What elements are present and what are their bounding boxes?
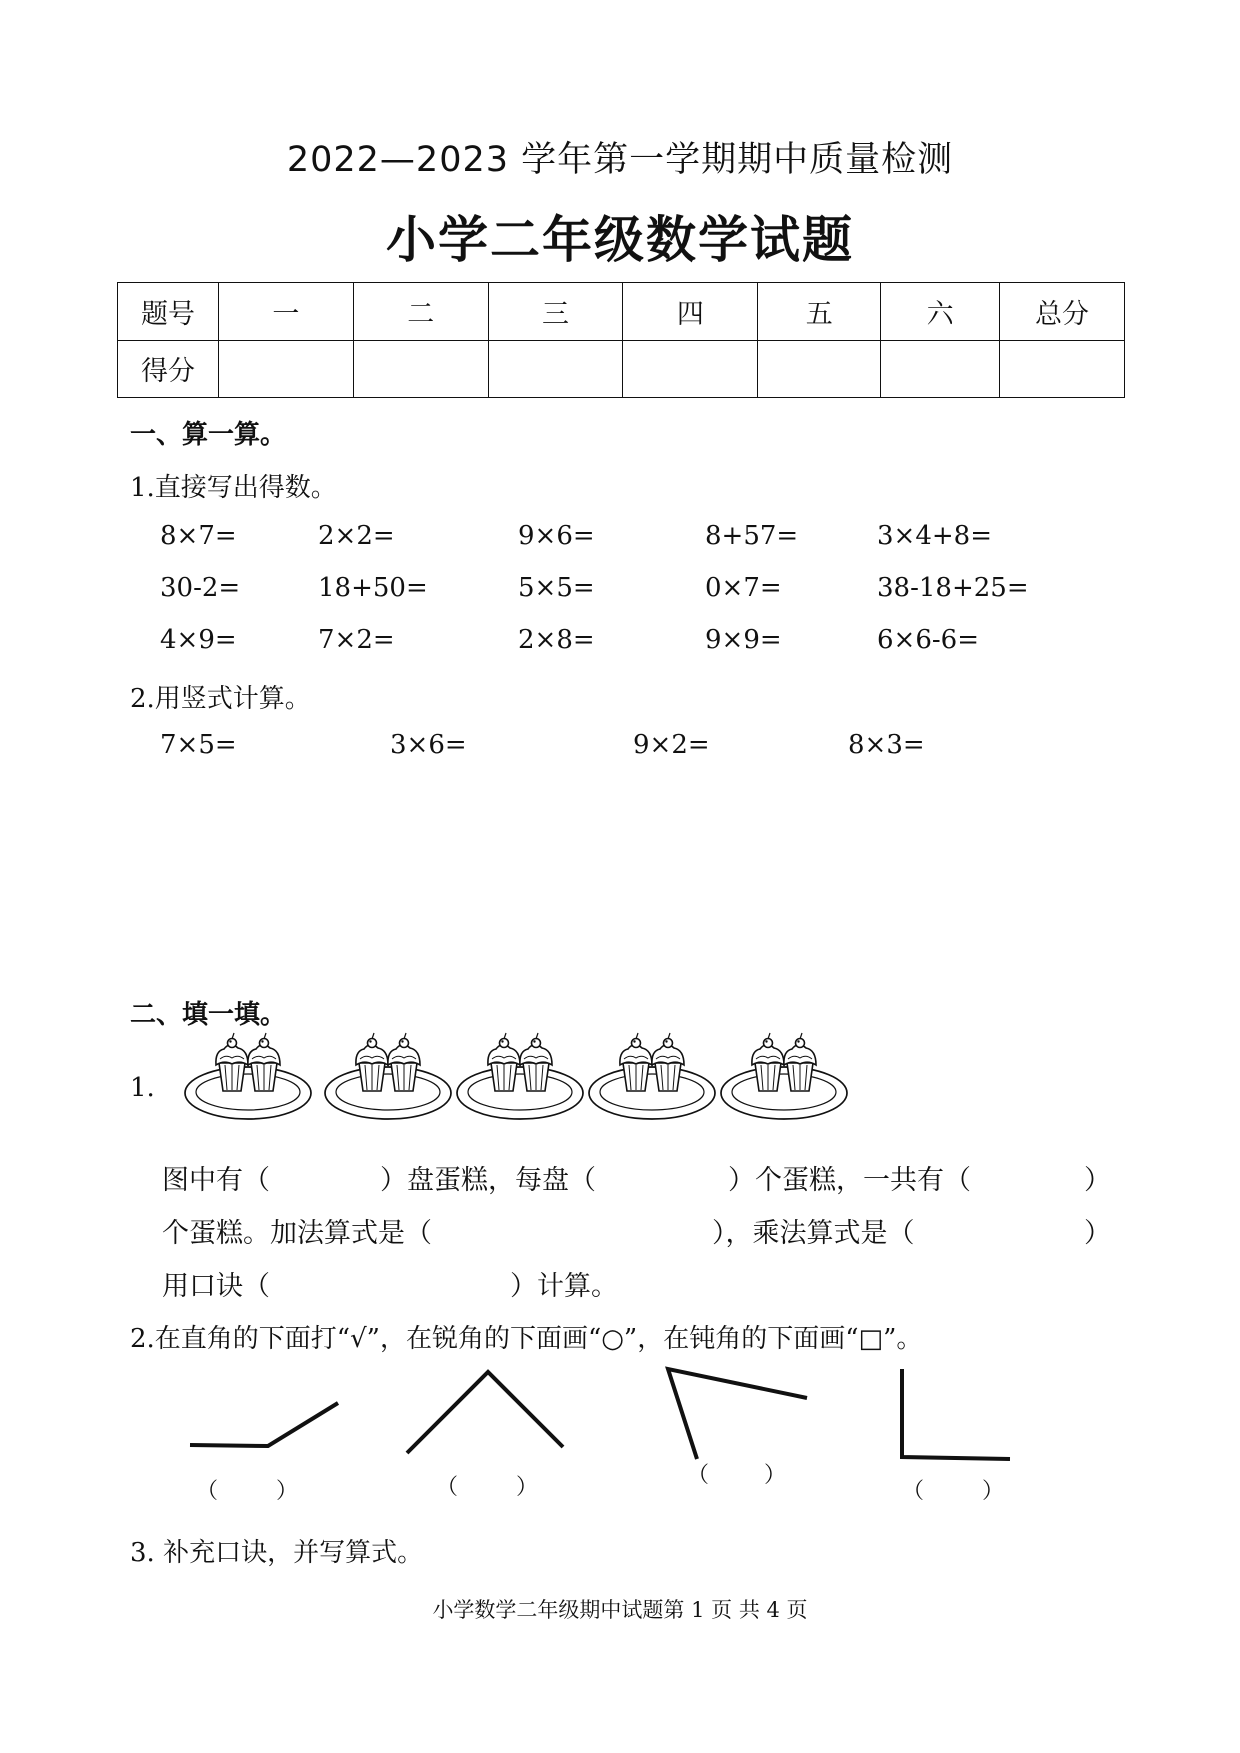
- score-table-cell: 四: [623, 283, 758, 341]
- answer-paren: （: [196, 1479, 219, 1504]
- right-angle-figure: [902, 1369, 1010, 1459]
- fill-text: 用口诀（: [162, 1271, 270, 1302]
- vertical-calc-item: 8×3=: [848, 730, 925, 760]
- score-table-cell: 五: [758, 283, 881, 341]
- answer-paren: ）: [276, 1479, 299, 1504]
- math-item: 7×2=: [318, 625, 395, 655]
- answer-paren: ）: [516, 1475, 539, 1500]
- math-item: 9×6=: [518, 521, 595, 551]
- score-table-cell: 总分: [1000, 283, 1125, 341]
- score-table-cell: 六: [881, 283, 1000, 341]
- math-item: 9×9=: [705, 625, 782, 655]
- fill-text: ），乘法算式是（: [712, 1218, 915, 1249]
- q2-2-label: 2.在直角的下面打“√”，在锐角的下面画“○”，在钝角的下面画“□”。: [130, 1324, 923, 1354]
- answer-paren: ）: [764, 1463, 787, 1488]
- math-item: 4×9=: [160, 625, 237, 655]
- q1-1-label: 1.直接写出得数。: [130, 473, 337, 503]
- exam-subtitle: 2022—2023 学年第一学期期中质量检测: [286, 140, 954, 180]
- fill-text: ）: [1084, 1165, 1111, 1196]
- q2-3-label: 3. 补充口诀，并写算式。: [130, 1538, 424, 1568]
- score-table-cell: 题号: [118, 283, 219, 341]
- fill-text: ）个蛋糕，一共有（: [728, 1165, 971, 1196]
- fill-text: 个蛋糕。加法算式是（: [162, 1218, 432, 1249]
- page-footer: 小学数学二年级期中试题第 1 页 共 4 页: [432, 1598, 808, 1622]
- fill-text: ）: [1084, 1218, 1111, 1249]
- math-item: 38-18+25=: [877, 573, 1029, 603]
- cake-plate-icon: [185, 1033, 311, 1119]
- fill-text: ）盘蛋糕，每盘（: [380, 1165, 596, 1196]
- math-item: 2×8=: [518, 625, 595, 655]
- answer-paren: （: [902, 1479, 925, 1504]
- math-item: 0×7=: [705, 573, 782, 603]
- fill-text: ）计算。: [510, 1271, 618, 1302]
- math-item: 2×2=: [318, 521, 395, 551]
- answer-paren: （: [687, 1463, 710, 1488]
- answer-paren: ）: [982, 1479, 1005, 1504]
- q2-1-number: 1.: [130, 1073, 155, 1103]
- math-item: 3×4+8=: [877, 521, 992, 551]
- section1-heading: 一、算一算。: [130, 420, 287, 450]
- obtuse-angle-figure: [190, 1403, 338, 1446]
- vertical-calc-item: 7×5=: [160, 730, 237, 760]
- cake-plate-icon: [457, 1033, 583, 1119]
- math-item: 8+57=: [705, 521, 799, 551]
- q1-2-label: 2.用竖式计算。: [130, 684, 311, 714]
- math-item: 6×6-6=: [877, 625, 979, 655]
- vertical-calc-item: 3×6=: [390, 730, 467, 760]
- acute-angle-figure: [407, 1372, 563, 1453]
- exam-title: 小学二年级数学试题: [386, 211, 854, 269]
- score-table-cell: 一: [218, 283, 353, 341]
- score-table-cell: 二: [353, 283, 488, 341]
- math-item: 30-2=: [160, 573, 241, 603]
- cake-plate-icon: [721, 1033, 847, 1119]
- math-item: 5×5=: [518, 573, 595, 603]
- vertical-calc-item: 9×2=: [633, 730, 710, 760]
- cake-plate-icon: [325, 1033, 451, 1119]
- section2-heading: 二、填一填。: [130, 1000, 287, 1030]
- math-item: 8×7=: [160, 521, 237, 551]
- answer-paren: （: [436, 1475, 459, 1500]
- cake-plate-icon: [589, 1033, 715, 1119]
- acute-angle-figure: [668, 1369, 807, 1459]
- math-item: 18+50=: [318, 573, 428, 603]
- score-table-cell: 得分: [118, 340, 219, 398]
- fill-text: 图中有（: [162, 1165, 270, 1196]
- score-table-cell: 三: [488, 283, 623, 341]
